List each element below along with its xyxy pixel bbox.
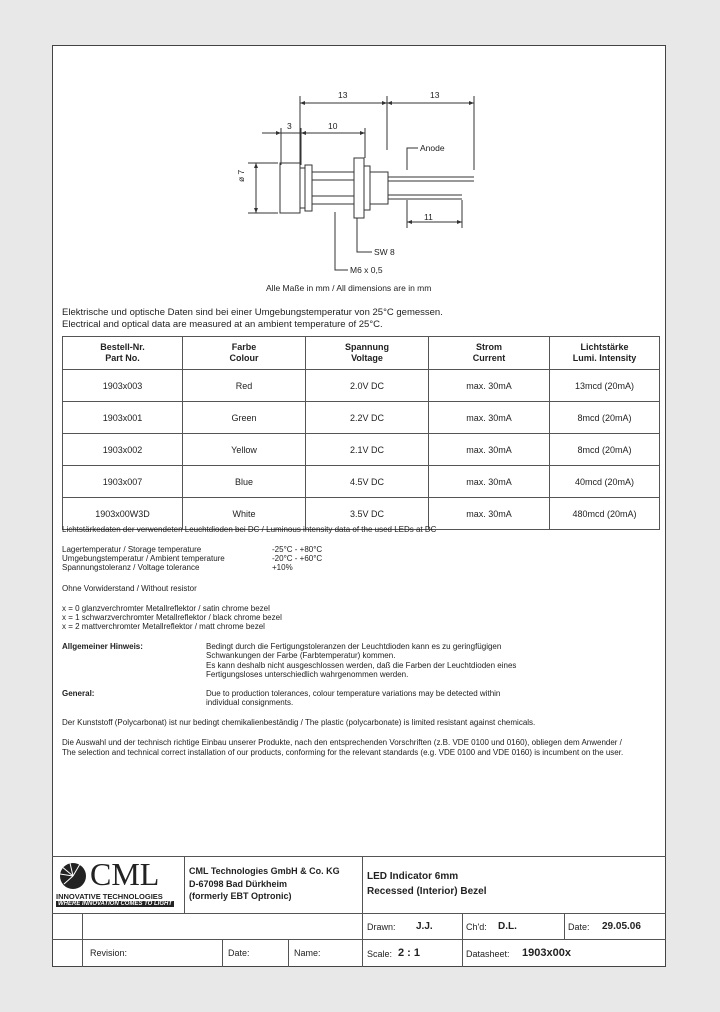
storage-temp-value: -25°C - +80°C (272, 545, 323, 554)
hex-nut (354, 158, 364, 218)
cell-voltage: 2.1V DC (306, 434, 429, 466)
logo-subtitle: INNOVATIVE TECHNOLOGIES (56, 892, 163, 901)
ambient-temp-label: Umgebungstemperatur / Ambient temperature (62, 554, 225, 563)
dim-3-label: 3 (287, 121, 292, 131)
cell-part: 1903x00W3D (63, 498, 183, 530)
scale-value: 2 : 1 (398, 947, 421, 959)
cell-part: 1903x007 (63, 466, 183, 498)
thread-label: M6 x 0,5 (350, 265, 383, 275)
cell-colour: White (183, 498, 306, 530)
cell-voltage: 3.5V DC (306, 498, 429, 530)
cell-intensity: 13mcd (20mA) (550, 370, 660, 402)
cell-part: 1903x001 (63, 402, 183, 434)
tolerance-label: Spannungstoleranz / Voltage tolerance (62, 563, 200, 572)
drawn-value: J.J. (416, 921, 433, 932)
selection-note-en: The selection and technical correct installation of our products, conforming for the relevant standards (e.g. VDE 0100 and VDE 0160) is incumbent on the user. (62, 748, 624, 757)
cell-voltage: 2.0V DC (306, 370, 429, 402)
drawn-label: Drawn: (367, 922, 396, 932)
general-en-line: Due to production tolerances, colour temperature variations may be detected within (206, 689, 501, 698)
cell-current: max. 30mA (429, 370, 550, 402)
cml-logo-icon (56, 860, 90, 892)
table-row (63, 402, 660, 434)
intro-en: Electrical and optical data are measured at an ambient temperature of 25°C. (62, 319, 383, 330)
cell-intensity: 40mcd (20mA) (550, 466, 660, 498)
selection-note-de: Die Auswahl und der technisch richtige Einbau unserer Produkte, nach den entsprechenden Vorschriften (z.B. VDE 0100 und 0160), obliegen dem Anwender / (62, 738, 622, 747)
table-header-row (63, 337, 660, 370)
general-de-line: Bedingt durch die Fertigungstoleranzen der Leuchtdioden kann es zu geringfügigen (206, 642, 502, 651)
cell-voltage: 2.2V DC (306, 402, 429, 434)
general-en-line: individual consignments. (206, 698, 294, 707)
dim-diameter-label: ø 7 (236, 169, 246, 182)
sw-label: SW 8 (374, 247, 395, 257)
datasheet-label: Datasheet: (466, 949, 510, 959)
bezel-option-1: x = 1 schwarzverchromter Metallreflektor / black chrome bezel (62, 613, 282, 622)
resistor-note: Ohne Vorwiderstand / Without resistor (62, 584, 197, 593)
cell-part: 1903x003 (63, 370, 183, 402)
datasheet-value: 1903x00x (522, 947, 571, 959)
bezel-option-0: x = 0 glanzverchromter Metallreflektor / satin chrome bezel (62, 604, 270, 613)
tolerance-value: +10% (272, 563, 293, 572)
storage-temp-label: Lagertemperatur / Storage temperature (62, 545, 202, 554)
checked-value: D.L. (498, 921, 517, 932)
dimension-caption: Alle Maße in mm / All dimensions are in mm (266, 283, 432, 293)
dim-13a-label: 13 (338, 90, 348, 100)
col-header-intensity: Lichtstärke Lumi. Intensity (550, 337, 660, 370)
general-de-label: Allgemeiner Hinweis: (62, 642, 143, 651)
general-en-label: General: (62, 689, 95, 698)
scale-label: Scale: (367, 949, 393, 959)
revision-name-label: Name: (294, 948, 321, 958)
dim-13b-label: 13 (430, 90, 440, 100)
cell-voltage: 4.5V DC (306, 466, 429, 498)
logo-text: CML (90, 856, 160, 892)
revision-label: Revision: (90, 948, 128, 958)
cell-intensity: 480mcd (20mA) (550, 498, 660, 530)
cell-colour: Red (183, 370, 306, 402)
table-row (63, 370, 660, 402)
spec-table (62, 336, 660, 530)
date-value: 29.05.06 (602, 921, 641, 932)
checked-label: Ch'd: (466, 922, 487, 932)
ambient-temp-value: -20°C - +60°C (272, 554, 323, 563)
company-address: D-67098 Bad Dürkheim (189, 879, 288, 889)
dim-10-label: 10 (328, 121, 338, 131)
col-header-colour: Farbe Colour (183, 337, 306, 370)
general-de-line: Fertigungsloses unterschiedlich wahrgenommen werden. (206, 670, 409, 679)
cell-part: 1903x002 (63, 434, 183, 466)
bezel-front (280, 163, 300, 213)
bezel-body (312, 172, 354, 204)
general-de-line: Schwankungen der Farbe (Farbtemperatur) kommen. (206, 651, 396, 660)
plastic-note: Der Kunststoff (Polycarbonat) ist nur bedingt chemikalienbeständig / The plastic (polycarbonate) is limited resistant against chemicals. (62, 718, 536, 727)
general-de-line: Es kann deshalb nicht ausgeschlossen werden, daß die Farben der Leuchtdioden eines (206, 661, 517, 670)
cell-colour: Green (183, 402, 306, 434)
company-former: (formerly EBT Optronic) (189, 891, 292, 901)
col-header-current: Strom Current (429, 337, 550, 370)
company-name: CML Technologies GmbH & Co. KG (189, 866, 340, 876)
cell-colour: Yellow (183, 434, 306, 466)
date-label: Date: (568, 922, 590, 932)
cell-colour: Blue (183, 466, 306, 498)
col-header-part: Bestell-Nr. Part No. (63, 337, 183, 370)
cell-intensity: 8mcd (20mA) (550, 434, 660, 466)
cell-current: max. 30mA (429, 466, 550, 498)
title-block (52, 856, 666, 967)
cell-current: max. 30mA (429, 434, 550, 466)
document-title: LED Indicator 6mm (367, 871, 459, 882)
anode-label: Anode (420, 143, 445, 153)
intensity-note: Lichtstärkedaten der verwendeten Leuchtdioden bei DC / Luminous intensity data of the used LEDs at DC (62, 525, 437, 534)
cell-current: max. 30mA (429, 498, 550, 530)
technical-drawing (0, 0, 720, 300)
table-row (63, 466, 660, 498)
table-row (63, 434, 660, 466)
cell-intensity: 8mcd (20mA) (550, 402, 660, 434)
bezel-option-2: x = 2 mattverchromter Metallreflektor / matt chrome bezel (62, 622, 265, 631)
cell-current: max. 30mA (429, 402, 550, 434)
document-subtitle: Recessed (Interior) Bezel (367, 886, 487, 897)
revision-date-label: Date: (228, 948, 250, 958)
intro-de: Elektrische und optische Daten sind bei einer Umgebungstemperatur von 25°C gemessen. (62, 307, 443, 318)
col-header-voltage: Spannung Voltage (306, 337, 429, 370)
dim-11-label: 11 (424, 212, 433, 222)
logo-tagline: WHERE INNOVATION COMES TO LIGHT (58, 901, 172, 907)
